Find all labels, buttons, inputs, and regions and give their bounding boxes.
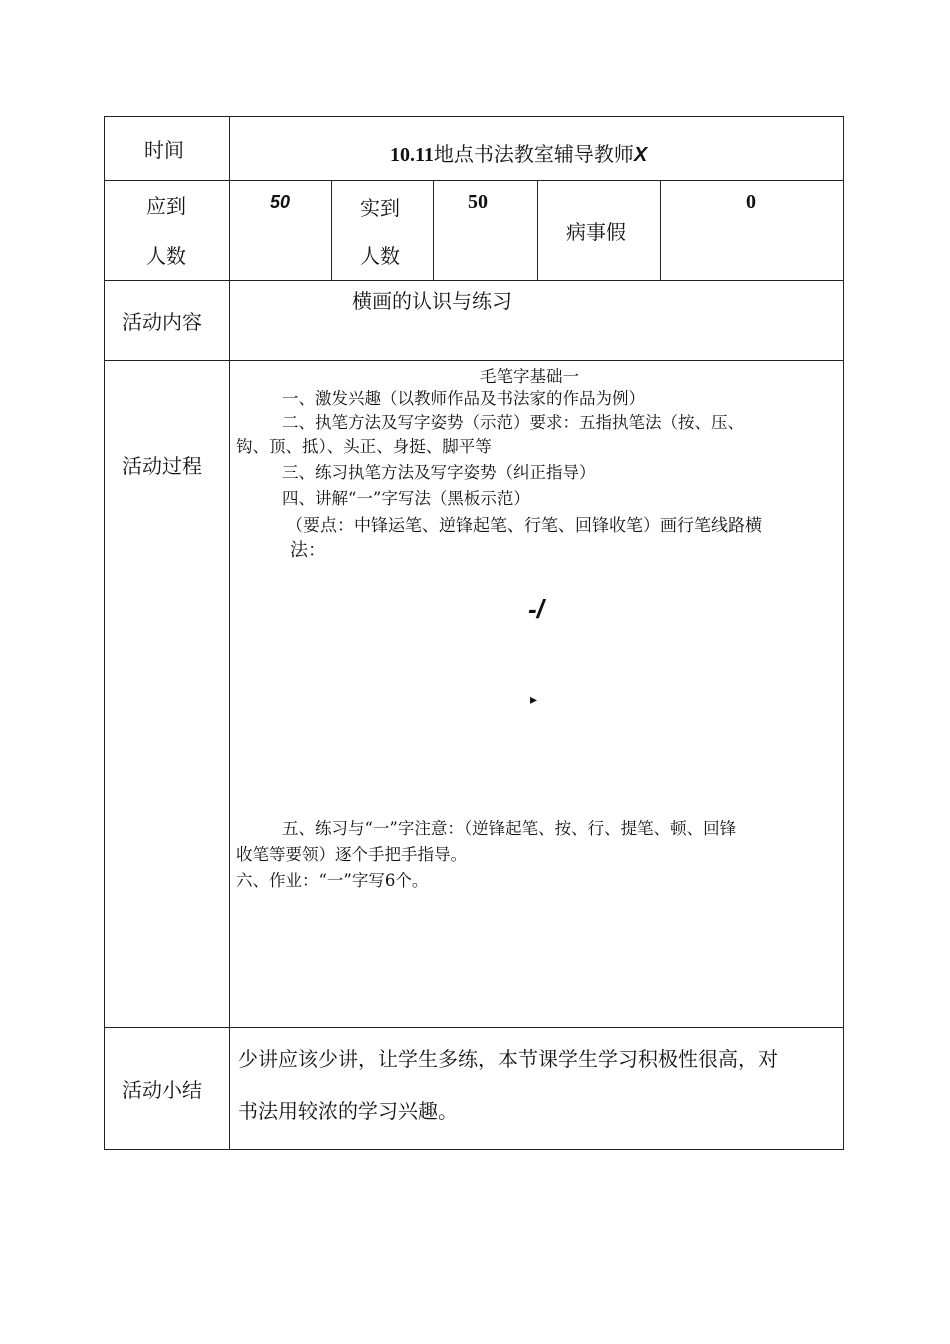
column-divider (537, 180, 538, 280)
teacher-name-mark: X (633, 144, 648, 166)
process-line-3: 钩、顶、抵）、头正、身挺、脚平等 (236, 437, 492, 456)
present-count-label-2: 人数 (360, 244, 400, 268)
present-count-label-1: 实到 (360, 196, 400, 220)
row-divider (105, 1027, 843, 1028)
session-date: 10.11 (390, 144, 434, 166)
present-count-value: 50 (468, 191, 488, 213)
activity-summary-line-2: 书法用较浓的学习兴趣。 (238, 1099, 458, 1123)
process-line-2: 二、执笔方法及写字姿势（示范）要求：五指执笔法（按、压、 (282, 413, 744, 432)
row-divider (105, 180, 843, 181)
process-line-6: （要点：中锋运笔、逆锋起笔、行笔、回锋收笔）画行笔线路横 (286, 516, 762, 536)
process-line-9: 收笔等要领）逐个手把手指导。 (236, 845, 467, 864)
activity-process-label: 活动过程 (122, 454, 202, 478)
process-line-7: 法： (290, 540, 326, 561)
expected-count-value: 50 (270, 192, 291, 212)
column-divider (331, 180, 332, 280)
time-label: 时间 (144, 138, 184, 162)
process-line-4: 三、练习执笔方法及写字姿势（纠正指导） (282, 463, 596, 482)
activity-content-label: 活动内容 (122, 310, 202, 334)
row-divider (105, 280, 843, 281)
column-divider (660, 180, 661, 280)
process-line-1: 一、激发兴趣（以教师作品及书法家的作品为例） (282, 389, 645, 408)
row-divider (105, 360, 843, 361)
activity-summary-label: 活动小结 (122, 1078, 202, 1102)
process-line-8: 五、练习与“一”字注意：（逆锋起笔、按、行、提笔、顿、回锋 (282, 819, 737, 838)
leave-count-value: 0 (746, 191, 756, 213)
activity-summary-line-1: 少讲应该少讲，让学生多练，本节课学生学习积极性很高，对 (238, 1047, 778, 1071)
session-location-teacher: 地点书法教室辅导教师 (433, 142, 634, 166)
stroke-direction-arrow: ▸ (530, 692, 538, 708)
leave-count-label: 病事假 (566, 220, 626, 244)
stroke-diagram-symbol: -/ (528, 594, 544, 624)
activity-record-table (104, 116, 844, 1150)
process-line-5: 四、讲解“一”字写法（黑板示范） (282, 489, 530, 508)
activity-content-value: 横画的认识与练习 (352, 289, 512, 313)
column-divider (229, 117, 230, 1149)
expected-count-label-2: 人数 (146, 244, 186, 268)
expected-count-label-1: 应到 (146, 194, 186, 218)
process-line-10: 六、作业：“一”字写6个。 (236, 871, 429, 890)
column-divider (433, 180, 434, 280)
session-info (390, 138, 647, 167)
lesson-title: 毛笔字基础一 (480, 367, 579, 386)
